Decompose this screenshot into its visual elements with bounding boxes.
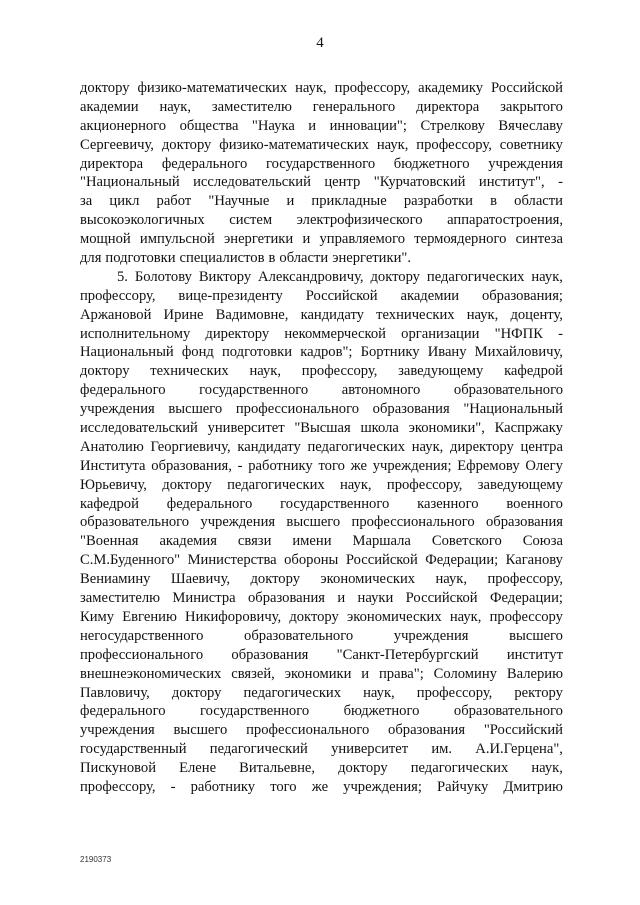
word: Сергеевичу,	[80, 136, 154, 153]
word: обороны	[284, 552, 339, 569]
word: наук,	[159, 98, 192, 115]
word: электрофизического	[296, 212, 423, 229]
word: доктору	[80, 363, 130, 380]
word: заместителю	[211, 98, 292, 115]
word: генерального	[312, 98, 396, 115]
word: -	[237, 457, 243, 474]
word: некоммерческой	[284, 325, 386, 342]
text-line	[80, 381, 563, 400]
word: профессионального	[351, 514, 475, 531]
word: вице-президенту	[178, 287, 283, 304]
word: высшего	[509, 627, 563, 644]
word: заместителю	[80, 590, 161, 607]
word: Каганову	[505, 552, 563, 569]
word: Ефремову	[457, 457, 520, 474]
word: бюджетного	[343, 703, 420, 720]
word: наук,	[376, 136, 409, 153]
word: Евгению	[122, 608, 177, 625]
word: в	[268, 250, 276, 267]
text-line	[80, 79, 563, 98]
text-line	[80, 155, 563, 174]
word: Союза	[522, 533, 563, 550]
word: кафедрой	[80, 495, 139, 512]
word: ректору	[514, 684, 563, 701]
word: высшего	[286, 514, 341, 531]
text-line	[80, 362, 563, 381]
word: Маршала	[352, 533, 411, 550]
word: в	[490, 193, 498, 210]
word: образовательного	[453, 703, 563, 720]
word: Национальный	[80, 344, 174, 361]
word: профессору,	[301, 363, 378, 380]
word: академии	[400, 287, 460, 304]
word: доценту,	[510, 306, 563, 323]
word: федерального	[166, 495, 253, 512]
word: -	[170, 778, 176, 795]
word: Александровичу,	[258, 268, 364, 285]
word: "Высшая	[294, 420, 351, 437]
word: исследовательский	[80, 420, 198, 437]
word: кандидату	[237, 438, 301, 455]
word: доктору	[161, 136, 212, 153]
word: управляемого	[319, 231, 406, 248]
word: физико-математических	[137, 80, 288, 96]
word: советнику	[499, 136, 563, 153]
word: права";	[379, 665, 424, 682]
text-line	[80, 495, 563, 514]
word: академику	[418, 80, 484, 96]
text-line	[80, 136, 563, 155]
word: доктору	[250, 571, 300, 588]
word: технических	[150, 363, 229, 380]
word: педагогических	[426, 268, 525, 285]
word: кадров";	[300, 344, 353, 361]
text-line	[80, 721, 563, 740]
word: работ	[156, 193, 192, 210]
word: Павловичу,	[80, 684, 150, 701]
word: учреждения;	[372, 457, 452, 474]
word: "НФПК	[494, 325, 543, 342]
text-line	[80, 117, 563, 136]
text-line	[80, 306, 563, 325]
word: внешнеэкономических	[80, 665, 222, 682]
word: области	[279, 250, 329, 267]
word: и	[337, 590, 346, 607]
word: Ирине	[163, 306, 204, 323]
word: С.М.Буденного"	[80, 552, 181, 569]
text-line	[80, 457, 563, 476]
word: Аржановой	[80, 306, 152, 323]
word: аппаратостроения,	[447, 212, 563, 229]
word: за	[80, 193, 93, 210]
word: подготовки	[105, 250, 176, 267]
word: государственного	[199, 382, 309, 399]
word: наук,	[249, 363, 282, 380]
word: федерального	[80, 703, 166, 720]
word: акционерного	[80, 117, 167, 134]
word: учреждения	[80, 722, 155, 739]
word: Федерации;	[489, 590, 563, 607]
word: Анатолию	[80, 438, 144, 455]
word: Елене	[179, 760, 217, 777]
word: -	[558, 174, 563, 191]
word: профессионального	[235, 401, 360, 418]
word: области	[514, 193, 563, 210]
word: директора	[80, 155, 144, 172]
word: Вячеславу	[498, 117, 563, 134]
word: высокоэкологичных	[80, 212, 205, 229]
word: учреждения	[200, 514, 276, 531]
word: кандидату	[300, 306, 364, 323]
text-line	[80, 702, 563, 721]
word: наук,	[466, 306, 499, 323]
word: Российской	[491, 80, 563, 96]
word: федерального	[80, 382, 166, 399]
word: Дмитрию	[503, 778, 563, 795]
word: того	[270, 778, 297, 795]
word: образования;	[481, 287, 563, 304]
word: государственного	[280, 495, 390, 512]
word: профессору,	[334, 80, 411, 96]
word: Российской	[405, 590, 478, 607]
word: казенного	[417, 495, 479, 512]
word: связей,	[231, 665, 275, 682]
word: наук,	[411, 438, 444, 455]
text-line	[80, 325, 563, 344]
word: синтеза	[515, 231, 563, 248]
word: образования	[372, 401, 450, 418]
word: педагогических	[307, 438, 406, 455]
word: директору	[450, 438, 514, 455]
text-line	[80, 173, 563, 192]
word: профессионального	[246, 722, 370, 739]
word: Юрьевичу,	[80, 476, 147, 493]
word: Вадимовне,	[215, 306, 289, 323]
word: государственного	[266, 155, 376, 172]
word: Никифоровичу,	[185, 608, 282, 625]
word: образовательного	[453, 382, 563, 399]
word: педагогических	[410, 760, 509, 777]
word: систем	[229, 212, 273, 229]
word: директора	[416, 98, 480, 115]
word: наук,	[340, 476, 372, 493]
word: Бортнику	[360, 344, 420, 361]
word: доктору	[338, 760, 388, 777]
word: академия	[159, 533, 217, 550]
word: цикл	[109, 193, 140, 210]
word: "Научные	[208, 193, 270, 210]
word: Российской	[305, 287, 378, 304]
text-line	[80, 192, 563, 211]
word: университет	[331, 741, 409, 758]
word: того	[318, 457, 345, 474]
word: наук,	[363, 684, 395, 701]
word: Российской	[345, 552, 418, 569]
word: импульсной	[139, 231, 215, 248]
text-line	[80, 513, 563, 532]
word: "Наука	[251, 117, 295, 134]
word: профессору,	[386, 476, 463, 493]
word: доктору	[162, 476, 212, 493]
word: технических	[376, 306, 455, 323]
word: фонд	[181, 344, 214, 361]
word: Стрелкову	[420, 117, 485, 134]
word: образовательного	[244, 627, 354, 644]
word: военного	[506, 495, 563, 512]
word: высшего	[168, 401, 223, 418]
word: образования	[388, 722, 466, 739]
word: профессору	[489, 608, 563, 625]
word: доктору	[289, 608, 339, 625]
word: федерального	[161, 155, 248, 172]
word: Института	[80, 457, 146, 474]
text-line	[80, 419, 563, 438]
word: центра	[520, 438, 563, 455]
word: Вениамину	[80, 571, 151, 588]
word: А.И.Герцена",	[475, 741, 563, 758]
word: работнику	[248, 457, 313, 474]
word: "Национальный	[80, 174, 180, 191]
word: исполнительному	[80, 325, 191, 342]
word: педагогический	[209, 741, 308, 758]
word: институт	[506, 646, 563, 663]
text-line	[80, 627, 563, 646]
word: негосударственного	[80, 627, 204, 644]
word: заведующему	[398, 363, 484, 380]
word: Ивану	[427, 344, 467, 361]
word: Михайловичу,	[474, 344, 563, 361]
word: Федерации;	[425, 552, 499, 569]
word: организации	[401, 325, 480, 342]
word: учреждения	[80, 401, 155, 418]
word: Советского	[431, 533, 502, 550]
word: институт",	[478, 174, 545, 191]
text-line	[80, 98, 563, 117]
word: Витальевне,	[239, 760, 316, 777]
word: Райчуку	[437, 778, 489, 795]
word: и	[308, 117, 317, 134]
word: Валерию	[506, 665, 563, 682]
word: Киму	[80, 608, 115, 625]
word: специалистов	[179, 250, 265, 267]
word: наук,	[449, 608, 482, 625]
word: образования	[231, 646, 309, 663]
word: Пискуновой	[80, 760, 157, 777]
word: профессору,	[416, 684, 493, 701]
word: "Санкт-Петербургский	[336, 646, 479, 663]
word: заведующему	[477, 476, 563, 493]
word: образования	[248, 590, 325, 607]
word: разработки	[403, 193, 473, 210]
word: университет	[207, 420, 285, 437]
footer-code: 2190373	[80, 855, 112, 864]
word: науки	[357, 590, 394, 607]
text-line	[80, 570, 563, 589]
word: общества	[179, 117, 239, 134]
text-line	[80, 230, 563, 249]
word: профессору,	[80, 778, 156, 795]
word: профессору,	[80, 287, 156, 304]
text-line	[80, 551, 563, 570]
word: экономики",	[408, 420, 485, 437]
word: для	[80, 250, 102, 267]
word: образования	[485, 514, 563, 531]
word: "Российский	[483, 722, 563, 739]
word: директору	[205, 325, 270, 342]
word: мощной	[80, 231, 131, 248]
word: наук,	[435, 571, 468, 588]
word: работнику	[190, 778, 256, 795]
word: экономики	[284, 665, 352, 682]
word: бюджетного	[393, 155, 470, 172]
word: экономических	[347, 608, 442, 625]
word: высшего	[173, 722, 228, 739]
text-line	[80, 211, 563, 230]
text-line	[80, 343, 563, 362]
text-line	[80, 287, 563, 306]
word: же	[350, 457, 367, 474]
word: Шаевичу,	[170, 571, 231, 588]
document-body	[80, 79, 563, 797]
text-line	[80, 476, 563, 495]
word: учреждения	[393, 627, 469, 644]
word: кафедрой	[504, 363, 563, 380]
word: наук,	[295, 80, 327, 96]
word: образования,	[151, 457, 232, 474]
text-line	[80, 684, 563, 703]
text-line	[80, 249, 563, 268]
text-line	[80, 759, 563, 778]
word: учреждения;	[343, 778, 422, 795]
word: школа	[360, 420, 399, 437]
word: Соломину	[433, 665, 497, 682]
word: имени	[292, 533, 332, 550]
word: Олегу	[525, 457, 563, 474]
text-line	[80, 646, 563, 665]
word: автономного	[341, 382, 421, 399]
word: экономических	[320, 571, 416, 588]
word: Министра	[172, 590, 236, 607]
text-line	[80, 778, 563, 797]
page-number: 4	[316, 35, 324, 51]
word: "Курчатовский	[373, 174, 466, 191]
text-line	[80, 740, 563, 759]
word: Виктору	[198, 268, 252, 285]
word: инновации";	[329, 117, 407, 134]
word: доктору	[80, 80, 130, 96]
word: им.	[431, 741, 453, 758]
word: 5.	[117, 268, 128, 285]
text-line	[80, 268, 563, 287]
word: Каспржаку	[494, 420, 563, 437]
word: доктору	[370, 268, 420, 285]
word: профессору,	[487, 571, 563, 588]
word: доктору	[171, 684, 222, 701]
word: связи	[237, 533, 272, 550]
word: же	[311, 778, 329, 795]
word: физико-математических	[219, 136, 369, 153]
word: энергетики".	[332, 250, 411, 267]
word: и	[361, 665, 370, 682]
text-line	[80, 589, 563, 608]
word: -	[558, 325, 563, 342]
word: "Военная	[80, 533, 139, 550]
word: исследовательский	[193, 174, 311, 191]
text-line	[80, 532, 563, 551]
word: наук,	[531, 760, 563, 777]
word: "Национальный	[463, 401, 563, 418]
word: педагогических	[243, 684, 342, 701]
text-line	[80, 608, 563, 627]
word: профессору,	[416, 136, 492, 153]
word: Георгиевичу,	[150, 438, 231, 455]
word: государственный	[80, 741, 187, 758]
word: педагогических	[227, 476, 325, 493]
word: наук,	[531, 268, 563, 285]
word: Болотову	[134, 268, 192, 285]
word: образовательного	[80, 514, 190, 531]
word: термоядерного	[414, 231, 507, 248]
word: государственного	[200, 703, 310, 720]
text-line	[80, 665, 563, 684]
word: учреждения	[488, 155, 563, 172]
word: закрытого	[500, 98, 563, 115]
word: прикладные	[311, 193, 387, 210]
word: профессионального	[80, 646, 204, 663]
word: энергетики	[224, 231, 294, 248]
word: подготовки	[221, 344, 293, 361]
word: академии	[80, 98, 139, 115]
word: и	[286, 193, 295, 210]
word: Министерства	[187, 552, 277, 569]
word: и	[302, 231, 311, 248]
text-line	[80, 400, 563, 419]
text-line	[80, 438, 563, 457]
word: центр	[324, 174, 361, 191]
